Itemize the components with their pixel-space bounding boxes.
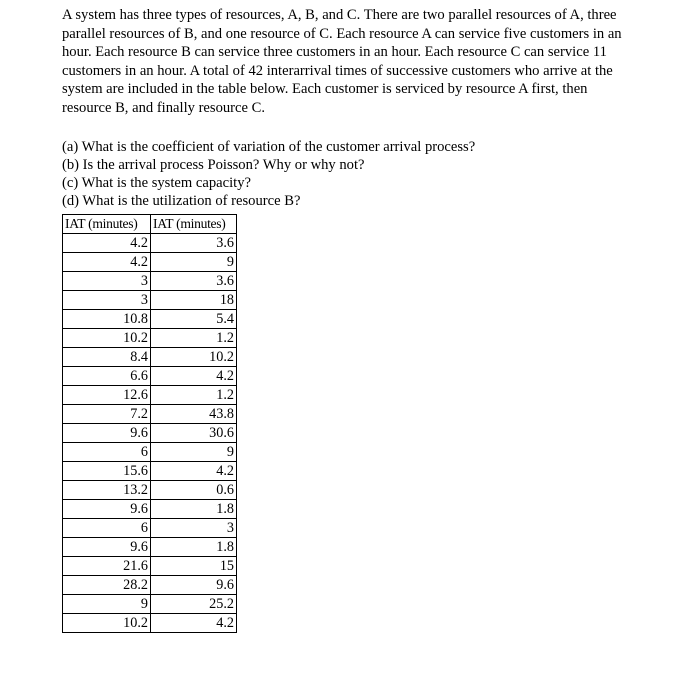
problem-line: system are included in the table below. Each customer is serviced by resource A first, then	[62, 81, 588, 98]
table-cell: 0.6	[151, 481, 237, 500]
table-row	[63, 595, 237, 614]
table-cell: 4.2	[151, 367, 237, 386]
table-row	[63, 329, 237, 348]
table-cell: 30.6	[151, 424, 237, 443]
table-cell: 21.6	[63, 557, 151, 576]
table-row	[63, 424, 237, 443]
problem-statement	[62, 6, 652, 118]
table-cell: 43.8	[151, 405, 237, 424]
problem-line: parallel resources of B, and one resource of C. Each resource A can service five customers in an	[62, 25, 622, 42]
table-cell: 18	[151, 291, 237, 310]
table-cell: 1.8	[151, 538, 237, 557]
table-cell: 3	[151, 519, 237, 538]
table-row	[63, 614, 237, 633]
table-cell: 15	[151, 557, 237, 576]
question-b: (b) Is the arrival process Poisson? Why or why not?	[62, 156, 365, 173]
table-cell: 6.6	[63, 367, 151, 386]
table-row	[63, 557, 237, 576]
table-cell: 15.6	[63, 462, 151, 481]
table-cell: 9.6	[151, 576, 237, 595]
table-row	[63, 291, 237, 310]
table-cell: 7.2	[63, 405, 151, 424]
table-cell: 12.6	[63, 386, 151, 405]
table-cell: 4.2	[63, 234, 151, 253]
table-cell: 3.6	[151, 272, 237, 291]
table-row	[63, 234, 237, 253]
table-row	[63, 272, 237, 291]
table-row	[63, 538, 237, 557]
table-header-row	[63, 215, 237, 234]
table-cell: 10.8	[63, 310, 151, 329]
table-cell: 8.4	[63, 348, 151, 367]
problem-line: customers in an hour. A total of 42 interarrival times of successive customers who arrive at the	[62, 62, 613, 79]
iat-table	[62, 214, 237, 633]
table-cell: 28.2	[63, 576, 151, 595]
problem-page	[62, 6, 652, 631]
table-cell: 9.6	[63, 500, 151, 519]
column-header: IAT (minutes)	[63, 215, 151, 234]
table-row	[63, 348, 237, 367]
table-body	[63, 234, 237, 633]
table-cell: 9	[151, 443, 237, 462]
question-d: (d) What is the utilization of resource B?	[62, 192, 301, 209]
table-cell: 4.2	[151, 614, 237, 633]
table-row	[63, 481, 237, 500]
table-cell: 25.2	[151, 595, 237, 614]
table-cell: 9	[151, 253, 237, 272]
table-cell: 13.2	[63, 481, 151, 500]
table-cell: 10.2	[151, 348, 237, 367]
problem-line: A system has three types of resources, A, B, and C. There are two parallel resources of A, three	[62, 7, 617, 23]
problem-line: hour. Each resource B can service three customers in an hour. Each resource C can service 11	[62, 44, 607, 61]
table-cell: 1.8	[151, 500, 237, 519]
table-cell: 9	[63, 595, 151, 614]
question-c: (c) What is the system capacity?	[62, 174, 251, 191]
table-cell: 10.2	[63, 614, 151, 633]
table-cell: 9.6	[63, 424, 151, 443]
table-row	[63, 253, 237, 272]
question-list	[62, 138, 652, 210]
table-row	[63, 386, 237, 405]
table-cell: 10.2	[63, 329, 151, 348]
table-row	[63, 405, 237, 424]
table-row	[63, 519, 237, 538]
table-cell: 1.2	[151, 329, 237, 348]
table-row	[63, 310, 237, 329]
problem-line: resource B, and finally resource C.	[62, 99, 266, 116]
table-cell: 4.2	[63, 253, 151, 272]
column-header: IAT (minutes)	[151, 215, 237, 234]
table-cell: 3.6	[151, 234, 237, 253]
table-cell: 3	[63, 272, 151, 291]
table-cell: 9.6	[63, 538, 151, 557]
table-cell: 6	[63, 443, 151, 462]
table-cell: 5.4	[151, 310, 237, 329]
table-cell: 6	[63, 519, 151, 538]
table-cell: 4.2	[151, 462, 237, 481]
table-row	[63, 576, 237, 595]
table-row	[63, 500, 237, 519]
table-row	[63, 462, 237, 481]
table-cell: 3	[63, 291, 151, 310]
table-row	[63, 367, 237, 386]
question-a: (a) What is the coefficient of variation of the customer arrival process?	[62, 138, 476, 155]
table-cell: 1.2	[151, 386, 237, 405]
table-row	[63, 443, 237, 462]
